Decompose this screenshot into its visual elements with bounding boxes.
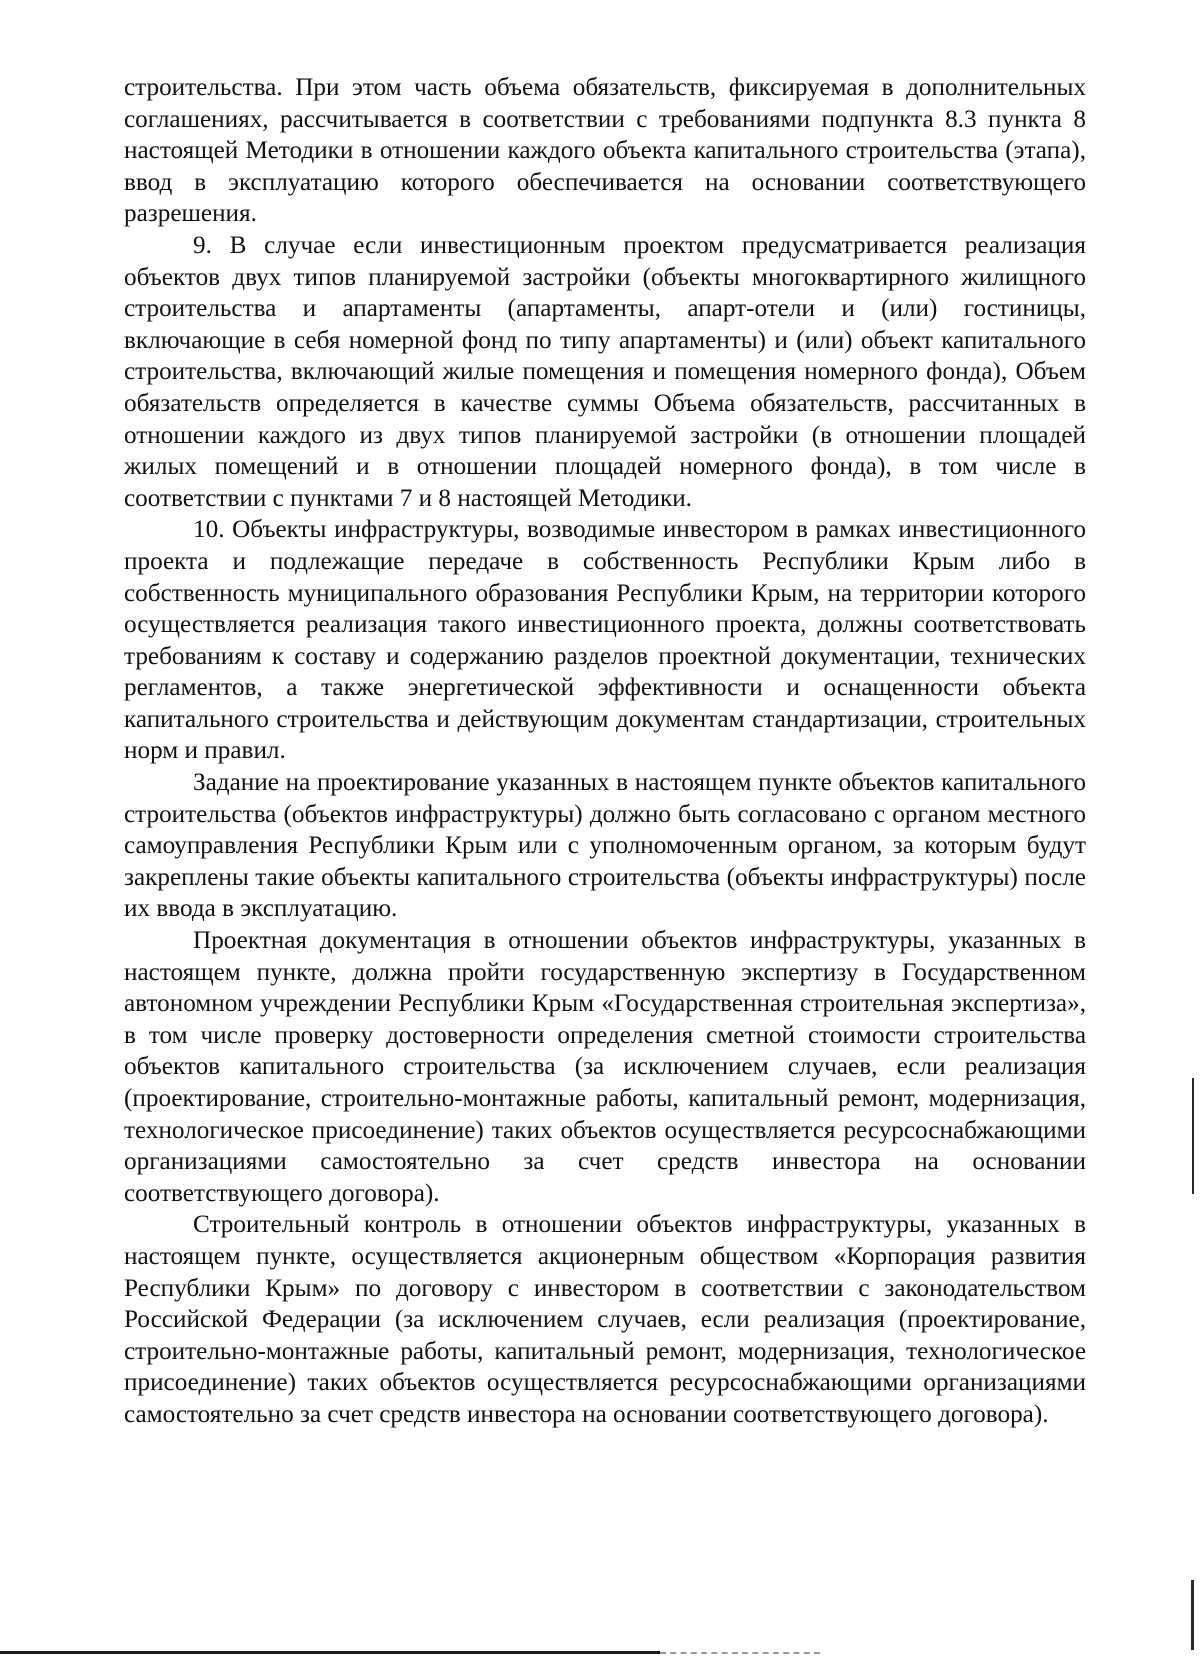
document-body	[124, 72, 1086, 1431]
paragraph-item-9: 9. В случае если инвестиционным проектом предусматривается реализация объектов двух типов планируемой застройки (объекты многоквартирного жилищного строительства и апартаменты (апартаменты, апарт-отели и (или) гостиницы, включающие в себя номерной фонд по типу апартаменты) и (или) объект капитального строительства, включающий жилые помещения и помещения номерного фонда), Объем обязательств определяется в качестве суммы Объема обязательств, рассчитанных в отношении каждого из двух типов планируемой застройки (в отношении площадей жилых помещений и в отношении площадей номерного фонда), в том числе в соответствии с пунктами 7 и 8 настоящей Методики.	[124, 231, 1086, 512]
paragraph-continuation: строительства. При этом часть объема обязательств, фиксируемая в дополнительных соглашениях, рассчитывается в соответствии с требованиями подпункта 8.3 пункта 8 настоящей Методики в отношении каждого объекта капитального строительства (этапа), ввод в эксплуатацию которого обеспечивается на основании соответствующего разрешения.	[124, 74, 1086, 228]
paragraph-construction-control: Строительный контроль в отношении объектов инфраструктуры, указанных в настоящем пункте, осуществляется акционерным обществом «Корпорация развития Республики Крым» по договору с инвестором в соответствии с законодательством Российской Федерации (за исключением случаев, если реализация (проектирование, строительно-монтажные работы, капитальный ремонт, модернизация, технологическое присоединение) таких объектов осуществляется ресурсоснабжающими организациями самостоятельно за счет средств инвестора на основании соответствующего договора).	[124, 1211, 1086, 1428]
scan-margin-mark	[1192, 1078, 1194, 1194]
scan-bottom-rule	[0, 1651, 660, 1654]
paragraph-design-assignment: Задание на проектирование указанных в настоящем пункте объектов капитального строительства (объектов инфраструктуры) должно быть согласовано с органом местного самоуправления Республики Крым или с уполномоченным органом, за которым будут закреплены такие объекты капитального строительства (объекты инфраструктуры) после их ввода в эксплуатацию.	[124, 769, 1086, 923]
scan-bottom-rule-fade	[660, 1652, 820, 1654]
scan-margin-mark	[1191, 1580, 1194, 1650]
paragraph-item-10: 10. Объекты инфраструктуры, возводимые инвестором в рамках инвестиционного проекта и подлежащие передаче в собственность Республики Крым либо в собственность муниципального образования Республики Крым, на территории которого осуществляется реализация такого инвестиционного проекта, должны соответствовать требованиям к составу и содержанию разделов проектной документации, технических регламентов, а также энергетической эффективности и оснащенности объекта капитального строительства и действующим документам стандартизации, строительных норм и правил.	[124, 516, 1086, 765]
paragraph-project-documentation: Проектная документация в отношении объектов инфраструктуры, указанных в настоящем пункте, должна пройти государственную экспертизу в Государственном автономном учреждении Республики Крым «Государственная строительная экспертиза», в том числе проверку достоверности определения сметной стоимости строительства объектов капитального строительства (за исключением случаев, если реализация (проектирование, строительно-монтажные работы, капитальный ремонт, модернизация, технологическое присоединение) таких объектов осуществляется ресурсоснабжающими организациями самостоятельно за счет средств инвестора на основании соответствующего договора).	[124, 927, 1086, 1207]
